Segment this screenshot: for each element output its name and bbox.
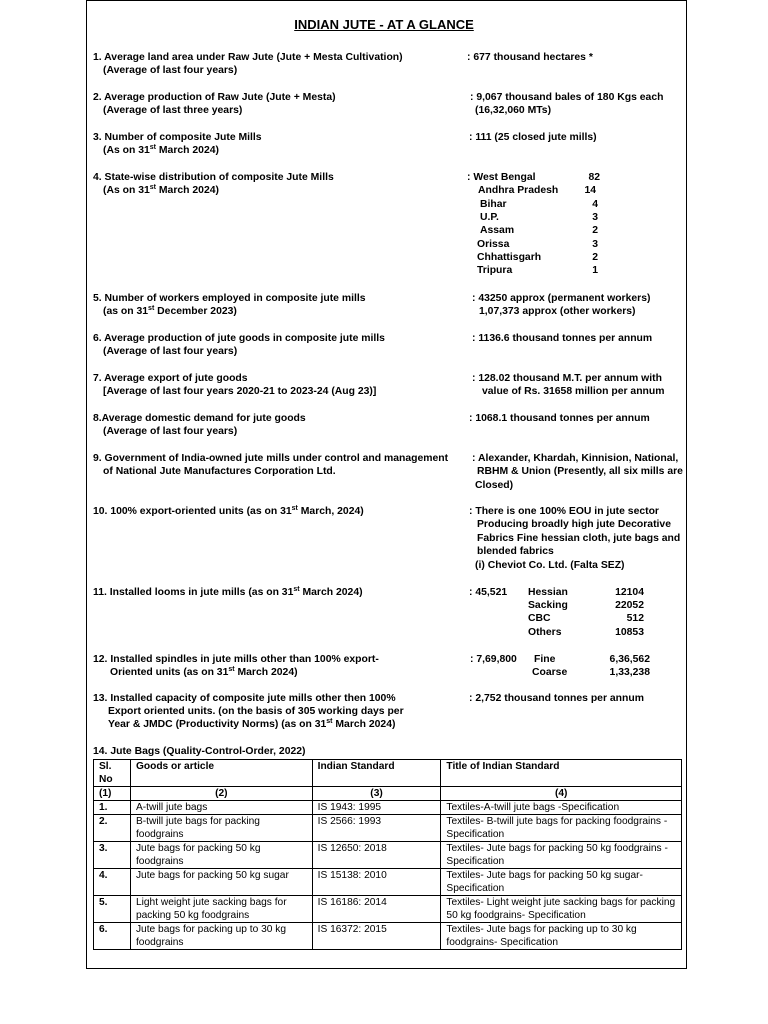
cell-sl: 1.	[94, 801, 131, 815]
state-count: 82	[588, 172, 600, 183]
table-header-row	[94, 760, 682, 787]
item-7-answer: : 128.02 thousand M.T. per annum with	[472, 373, 662, 384]
cell-standard: IS 2566: 1993	[312, 815, 441, 842]
state-name: : West Bengal	[467, 172, 536, 183]
cell-title: Textiles- Jute bags for packing 50 kg foodgrains - Specification	[441, 842, 682, 869]
cell-standard: IS 15138: 2010	[312, 869, 441, 896]
cell-sl: 4.	[94, 869, 131, 896]
cell-standard: IS 1943: 1995	[312, 801, 441, 815]
item-8-answer: : 1068.1 thousand tonnes per annum	[469, 413, 650, 424]
cell-goods: Light weight jute sacking bags for packing 50 kg foodgrains	[130, 896, 312, 923]
index-cell: (2)	[130, 787, 312, 801]
item-6-note: (Average of last four years)	[103, 346, 238, 357]
item-13-note: Export oriented units. (on the basis of 305 working days per	[108, 706, 404, 717]
state-name: Bihar	[480, 199, 507, 210]
loom-count: 512	[626, 613, 644, 624]
state-name: Orissa	[477, 239, 510, 250]
state-count: 14	[584, 185, 596, 196]
state-name: Chhattisgarh	[477, 252, 542, 263]
item-5-answer: : 43250 approx (permanent workers)	[472, 293, 651, 304]
header-title: Title of Indian Standard	[441, 760, 682, 787]
item-13-note-line2: Year & JMDC (Productivity Norms) (as on 31st March 2024)	[108, 718, 396, 730]
spindle-count: 1,33,238	[609, 667, 650, 678]
item-7-note: [Average of last four years 2020-21 to 2023-24 (Aug 23)]	[103, 386, 377, 397]
cell-title: Textiles- B-twill jute bags for packing foodgrains - Specification	[441, 815, 682, 842]
item-4-note: (As on 31st March 2024)	[103, 184, 219, 196]
table-row	[94, 815, 682, 842]
state-count: 4	[592, 199, 598, 210]
item-7-answer-line2: value of Rs. 31658 million per annum	[482, 386, 665, 397]
table-row	[94, 896, 682, 923]
cell-goods: Jute bags for packing 50 kg foodgrains	[130, 842, 312, 869]
state-count: 3	[592, 212, 598, 223]
item-2-answer-line2: (16,32,060 MTs)	[475, 105, 552, 116]
loom-count: 10853	[615, 627, 644, 638]
loom-type: Hessian	[528, 587, 568, 598]
item-9-answer: : Alexander, Khardah, Kinnision, National,	[472, 453, 679, 464]
table-row	[94, 869, 682, 896]
item-3-answer: : 111 (25 closed jute mills)	[469, 132, 597, 143]
item-10-answer-line5: (i) Cheviot Co. Ltd. (Falta SEZ)	[475, 560, 625, 571]
item-9-question: 9. Government of India-owned jute mills under control and management	[93, 453, 449, 464]
header-indian-standard: Indian Standard	[312, 760, 441, 787]
item-10-question: 10. 100% export-oriented units (as on 31st March, 2024)	[93, 505, 364, 517]
item-5-note: (as on 31st December 2023)	[103, 305, 237, 317]
spindle-type: Coarse	[532, 667, 568, 678]
state-name: Assam	[480, 225, 515, 236]
item-8-note: (Average of last four years)	[103, 426, 238, 437]
loom-type: Sacking	[528, 600, 568, 611]
state-name: U.P.	[480, 212, 499, 223]
item-6-question: 6. Average production of jute goods in composite jute mills	[93, 333, 385, 344]
item-9-answer-line3: Closed)	[475, 480, 514, 491]
cell-standard: IS 16186: 2014	[312, 896, 441, 923]
item-12-question: 12. Installed spindles in jute mills other than 100% export-	[93, 654, 379, 665]
spindle-type: Fine	[534, 654, 556, 665]
item-1-note: (Average of last four years)	[103, 65, 238, 76]
cell-title: Textiles- Jute bags for packing up to 30 kg foodgrains- Specification	[441, 923, 682, 950]
loom-type: CBC	[528, 613, 551, 624]
index-cell: (1)	[94, 787, 131, 801]
table-row	[94, 923, 682, 950]
loom-count: 12104	[615, 587, 644, 598]
item-6-answer: : 1136.6 thousand tonnes per annum	[472, 333, 653, 344]
item-4-question: 4. State-wise distribution of composite Jute Mills	[93, 172, 334, 183]
cell-goods: A-twill jute bags	[130, 801, 312, 815]
item-3-question: 3. Number of composite Jute Mills	[93, 132, 262, 143]
table-index-row	[94, 787, 682, 801]
state-name: Tripura	[477, 265, 513, 276]
item-1-question: 1. Average land area under Raw Jute (Jute + Mesta Cultivation)	[93, 52, 403, 63]
item-10-answer-line3: Fabrics Fine hessian cloth, jute bags and	[477, 533, 681, 544]
cell-sl: 5.	[94, 896, 131, 923]
header-goods: Goods or article	[130, 760, 312, 787]
item-10-answer: : There is one 100% EOU in jute sector	[469, 506, 659, 517]
item-9-note: of National Jute Manufactures Corporation Ltd.	[103, 466, 336, 477]
state-count: 2	[592, 225, 598, 236]
index-cell: (4)	[441, 787, 682, 801]
state-name: Andhra Pradesh	[478, 185, 559, 196]
cell-sl: 2.	[94, 815, 131, 842]
item-10-answer-line2: Producing broadly high jute Decorative	[477, 519, 671, 530]
loom-count: 22052	[615, 600, 644, 611]
jute-bags-heading: 14. Jute Bags (Quality-Control-Order, 2022)	[93, 746, 306, 757]
index-cell: (3)	[312, 787, 441, 801]
table-row	[94, 842, 682, 869]
item-2-note: (Average of last three years)	[103, 105, 243, 116]
page-title: INDIAN JUTE - AT A GLANCE	[294, 17, 474, 32]
loom-type: Others	[528, 627, 562, 638]
state-count: 1	[592, 265, 598, 276]
cell-title: Textiles- Jute bags for packing 50 kg sugar- Specification	[441, 869, 682, 896]
cell-title: Textiles-A-twill jute bags -Specification	[441, 801, 682, 815]
cell-sl: 3.	[94, 842, 131, 869]
state-count: 2	[592, 252, 598, 263]
table-row	[94, 801, 682, 815]
cell-sl: 6.	[94, 923, 131, 950]
cell-standard: IS 12650: 2018	[312, 842, 441, 869]
item-8-question: 8.Average domestic demand for jute goods	[93, 413, 306, 424]
cell-goods: Jute bags for packing up to 30 kg foodgrains	[130, 923, 312, 950]
item-11-answer: : 45,521	[469, 587, 508, 598]
item-10-answer-line4: blended fabrics	[477, 546, 554, 557]
item-13-question: 13. Installed capacity of composite jute mills other then 100%	[93, 693, 396, 704]
jute-bags-table	[93, 759, 682, 950]
item-2-answer: : 9,067 thousand bales of 180 Kgs each	[470, 92, 664, 103]
item-9-answer-line2: RBHM & Union (Presently, all six mills are	[477, 466, 683, 477]
cell-goods: Jute bags for packing 50 kg sugar	[130, 869, 312, 896]
cell-title: Textiles- Light weight jute sacking bags for packing 50 kg foodgrains- Specification	[441, 896, 682, 923]
item-11-question: 11. Installed looms in jute mills (as on 31st March 2024)	[93, 586, 363, 598]
state-count: 3	[592, 239, 598, 250]
cell-standard: IS 16372: 2015	[312, 923, 441, 950]
item-7-question: 7. Average export of jute goods	[93, 373, 248, 384]
spindle-count: 6,36,562	[609, 654, 650, 665]
header-sl-no: Sl. No	[94, 760, 131, 787]
cell-goods: B-twill jute bags for packing foodgrains	[130, 815, 312, 842]
item-5-answer-line2: 1,07,373 approx (other workers)	[479, 306, 636, 317]
item-13-answer: : 2,752 thousand tonnes per annum	[469, 693, 644, 704]
item-12-answer: : 7,69,800	[470, 654, 517, 665]
item-12-note: Oriented units (as on 31st March 2024)	[110, 666, 298, 678]
item-1-answer: : 677 thousand hectares *	[467, 52, 593, 63]
item-5-question: 5. Number of workers employed in composite jute mills	[93, 293, 366, 304]
item-3-note: (As on 31st March 2024)	[103, 144, 219, 156]
item-2-question: 2. Average production of Raw Jute (Jute + Mesta)	[93, 92, 336, 103]
